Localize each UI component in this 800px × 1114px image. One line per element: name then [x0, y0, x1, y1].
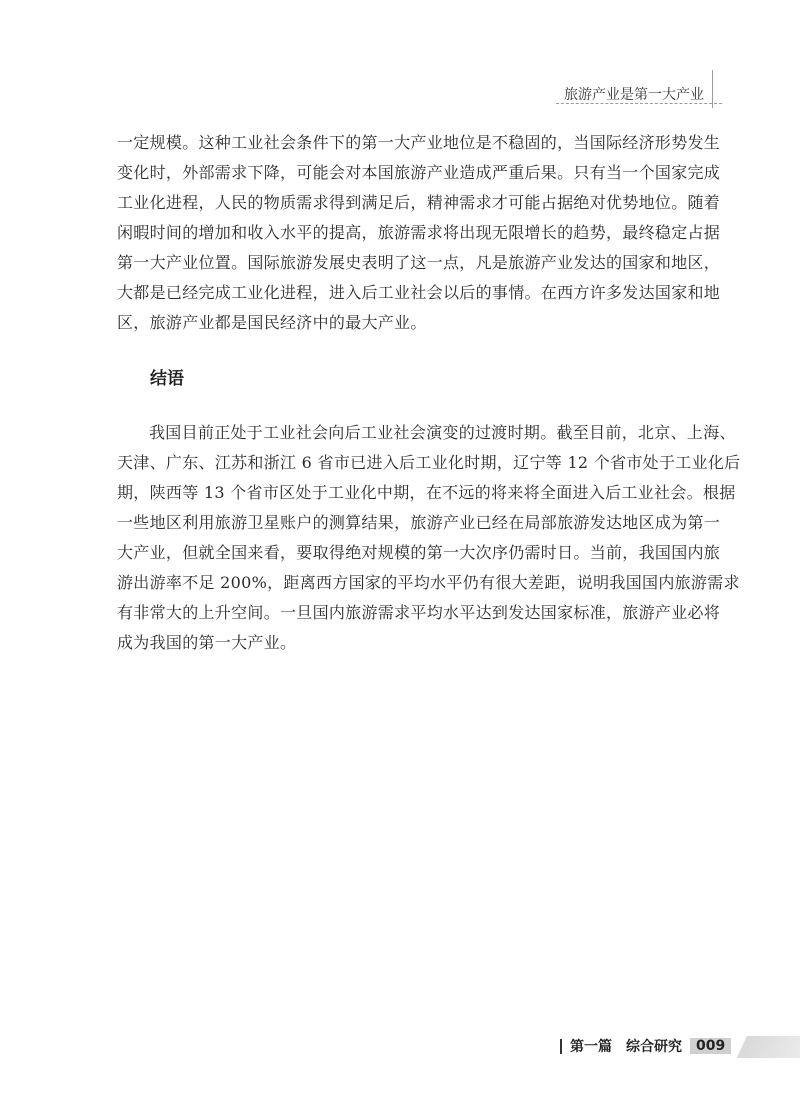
section-heading: 结语 [150, 369, 184, 389]
paragraph-1-line: 区，旅游产业都是国民经济中的最大产业。 [117, 313, 427, 332]
paragraph-2-line: 成为我国的第一大产业。 [117, 633, 297, 652]
paragraph-1-line: 闲暇时间的增加和收入水平的提高，旅游需求将出现无限增长的趋势，最终稳定占据 [117, 223, 721, 242]
page-number: 009 [690, 1038, 731, 1054]
running-head-title: 旅游产业是第一大产业 [564, 87, 704, 103]
footer-chapter: 第一篇 [570, 1039, 612, 1055]
paragraph-2-line: 游出游率不足 200%，距离西方国家的平均水平仍有很大差距，说明我国国内旅游需求 [117, 573, 740, 592]
header-rule [556, 103, 722, 104]
paragraph-2-line: 我国目前正处于工业社会向后工业社会演变的过渡时期。截至目前，北京、上海、 [149, 423, 736, 442]
paragraph-1-line: 第一大产业位置。国际旅游发展史表明了这一点，凡是旅游产业发达的国家和地区， [117, 253, 721, 272]
paragraph-2-line: 大产业，但就全国来看，要取得绝对规模的第一大次序仍需时日。当前，我国国内旅 [117, 543, 721, 562]
paragraph-2-line: 天津、广东、江苏和浙江 6 省市已进入后工业化时期，辽宁等 12 个省市处于工业化后 [117, 453, 741, 472]
paragraph-2-line: 一些地区利用旅游卫星账户的测算结果，旅游产业已经在局部旅游发达地区成为第一 [117, 513, 721, 532]
paragraph-1-line: 变化时，外部需求下降，可能会对本国旅游产业造成严重后果。只有当一个国家完成 [117, 163, 721, 182]
paragraph-1-line: 工业化进程，人民的物质需求得到满足后，精神需求才可能占据绝对优势地位。随着 [117, 193, 721, 212]
page-footer [560, 1036, 731, 1056]
paragraph-2 [117, 418, 741, 658]
footer-bar [560, 1039, 562, 1054]
paragraph-1 [117, 128, 721, 338]
header-vertical-rule [712, 70, 713, 108]
paragraph-2-line: 有非常大的上升空间。一旦国内旅游需求平均水平达到发达国家标准，旅游产业必将 [117, 603, 721, 622]
paragraph-1-line: 大都是已经完成工业化进程，进入后工业社会以后的事情。在西方许多发达国家和地 [117, 283, 721, 302]
paragraph-2-line: 期，陕西等 13 个省市区处于工业化中期，在不远的将来将全面进入后工业社会。根据 [117, 483, 736, 502]
paragraph-1-line: 一定规模。这种工业社会条件下的第一大产业地位是不稳固的，当国际经济形势发生 [117, 133, 721, 152]
footer-section: 综合研究 [626, 1039, 682, 1055]
